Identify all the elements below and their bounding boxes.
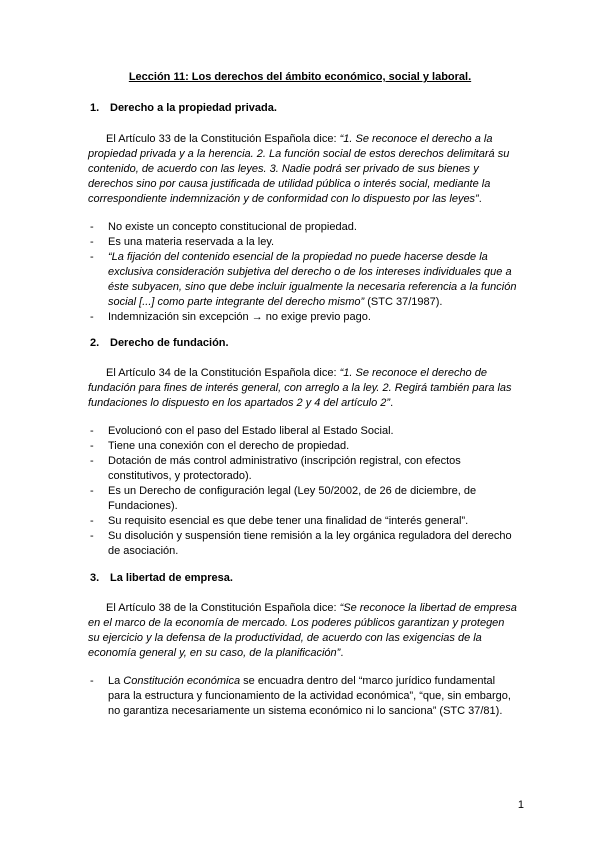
- page-number: 1: [517, 799, 524, 811]
- article-38-quote: “Se reconoce la libertad de empresa en el marco de la economía de mercado. Los poderes públicos garantizan y protegen su ejercicio y la defensa de la productividad, de acuerdo con las exigencias de la economía general y, en su caso, de la planificación”: [88, 602, 517, 659]
- article-33-quote: “1. Se reconoce el derecho a la propiedad privada y a la herencia. 2. La función social de estos derechos delimitará su contenido, de acuerdo con las leyes. 3. Nadie podrá ser privado de sus bienes y derechos sino por causa justificada de utilidad pública o interés social, mediante la correspondiente indemnización y de conformidad con lo dispuesto por las leyes”: [88, 133, 510, 205]
- section-1-title: Derecho a la propiedad privada.: [110, 102, 277, 114]
- section-1-heading: [90, 101, 277, 116]
- section-3-number: 3.: [90, 572, 100, 584]
- list-item: - Tiene una conexión con el derecho de propiedad.: [90, 440, 350, 452]
- section-3-intro: El Artículo 38 de la Constitución Española dice: “Se reconoce la libertad de empresa en el marco de la economía de mercado. Los poderes públicos garantizan y protegen su ejercicio y la defensa de la productividad, de acuerdo con las exigencias de la economía general y, en su caso, de la planificación”.: [88, 602, 517, 659]
- section-2-intro: El Artículo 34 de la Constitución Española dice: “1. Se reconoce el derecho de fundación para fines de interés general, con arreglo a la ley. 2. Regirá también para las fundaciones lo dispuesto en los apartados 2 y 4 del artículo 2”.: [88, 367, 512, 409]
- list-item: - “La fijación del contenido esencial de la propiedad no puede hacerse desde la exclusiva consideración subjetiva del derecho o de los intereses individuales que a éste subyacen, sino que debe incluir igualmente la necesaria referencia a la función social [...] como parte integrante del derecho mismo” (STC 37/1987).: [90, 251, 517, 308]
- section-1-intro: El Artículo 33 de la Constitución Española dice: “1. Se reconoce el derecho a la propiedad privada y a la herencia. 2. La función social de estos derechos delimitará su contenido, de acuerdo con las leyes. 3. Nadie podrá ser privado de sus bienes y derechos sino por causa justificada de utilidad pública o interés social, mediante la correspondiente indemnización y de conformidad con lo dispuesto por las leyes”.: [88, 133, 510, 205]
- stc-1987-quote: “La fijación del contenido esencial de la propiedad no puede hacerse desde la exclusiva consideración subjetiva del derecho o de los intereses individuales que a éste subyacen, sino que debe incluir igualmente la necesaria referencia a la función social [...] como parte integrante del derecho mismo”: [108, 251, 517, 308]
- list-item: - Indemnización sin excepción → no exige previo pago.: [90, 311, 371, 323]
- list-item: - Evolucionó con el paso del Estado liberal al Estado Social.: [90, 425, 394, 437]
- list-item: - Su requisito esencial es que debe tener una finalidad de “interés general”.: [90, 515, 469, 527]
- section-3-bullets: [88, 674, 520, 719]
- section-3-heading: [90, 571, 233, 586]
- article-34-quote: “1. Se reconoce el derecho de fundación para fines de interés general, con arreglo a la ley. 2. Regirá también para las fundaciones lo dispuesto en los apartados 2 y 4 del artículo 2”: [88, 367, 512, 409]
- list-item: - La Constitución económica se encuadra dentro del “marco jurídico fundamental para la estructura y funcionamiento de la actividad económica”, “que, sin embargo, no garantiza necesariamente un sistema económico ni lo sanciona” (STC 37/81).: [90, 675, 511, 717]
- constitucion-economica-term: Constitución económica: [123, 675, 241, 687]
- list-item: - Es un Derecho de configuración legal (Ley 50/2002, de 26 de diciembre, de Fundaciones).: [90, 485, 477, 512]
- section-2-title: Derecho de fundación.: [110, 337, 229, 349]
- list-item: - Dotación de más control administrativo (inscripción registral, con efectos constitutivos, y protectorado).: [90, 455, 461, 482]
- section-2-heading: [90, 336, 229, 351]
- document-title: Lección 11: Los derechos del ámbito económico, social y laboral.: [128, 71, 472, 83]
- section-1-bullets: [88, 220, 520, 325]
- list-item: - Es una materia reservada a la ley.: [90, 236, 275, 248]
- section-1-number: 1.: [90, 102, 100, 114]
- section-3-title: La libertad de empresa.: [110, 572, 233, 584]
- list-item: - Su disolución y suspensión tiene remisión a la ley orgánica reguladora del derecho de asociación.: [90, 530, 512, 557]
- section-2-number: 2.: [90, 337, 100, 349]
- section-2-bullets: [88, 424, 520, 559]
- list-item: - No existe un concepto constitucional de propiedad.: [90, 221, 357, 233]
